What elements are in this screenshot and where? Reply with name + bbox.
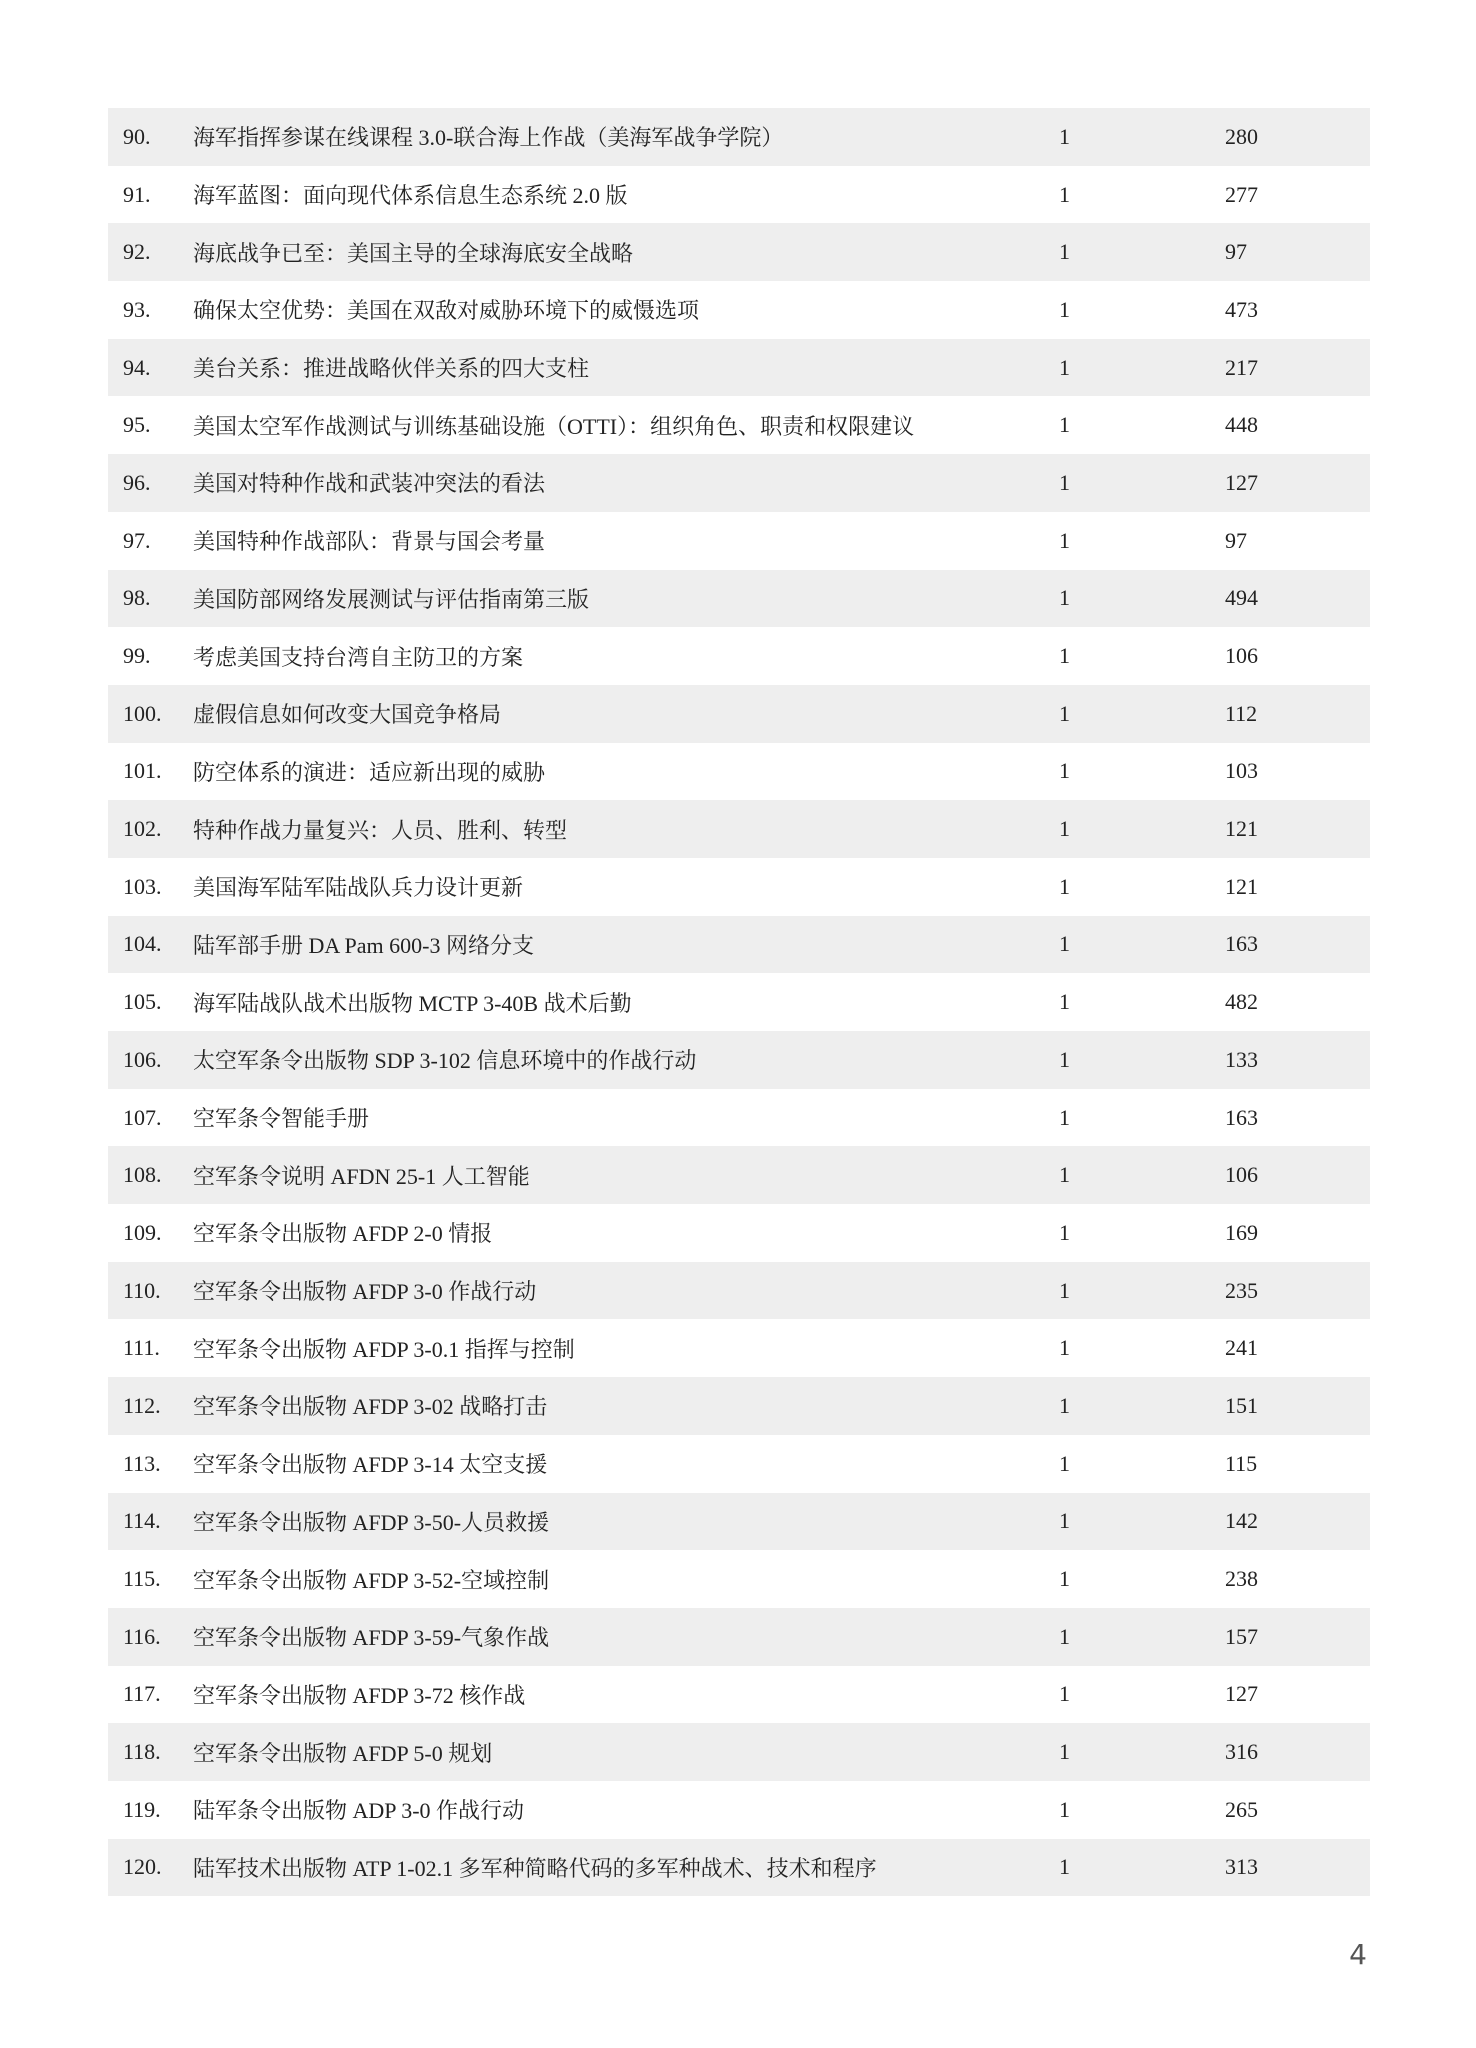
row-quantity: 1 <box>1059 1162 1070 1188</box>
row-title: 空军条令出版物 AFDP 3-52-空域控制 <box>193 1567 550 1593</box>
table-row <box>108 800 1370 858</box>
table-row <box>108 281 1370 339</box>
table-row <box>108 512 1370 570</box>
row-quantity: 1 <box>1059 816 1070 842</box>
row-number: 103. <box>123 873 162 899</box>
row-title: 美国海军陆军陆战队兵力设计更新 <box>193 875 524 901</box>
table-row <box>108 1781 1370 1839</box>
row-pages: 473 <box>1225 296 1258 322</box>
row-number: 96. <box>123 469 151 495</box>
row-pages: 97 <box>1225 239 1247 265</box>
table-row <box>108 396 1370 454</box>
table-row <box>108 1550 1370 1608</box>
row-quantity: 1 <box>1059 1046 1070 1072</box>
table-row <box>108 454 1370 512</box>
row-pages: 277 <box>1225 181 1258 207</box>
table-row <box>108 166 1370 224</box>
row-quantity: 1 <box>1059 1739 1070 1765</box>
row-quantity: 1 <box>1059 1681 1070 1707</box>
table-row <box>108 973 1370 1031</box>
row-title: 空军条令出版物 AFDP 3-02 战略打击 <box>193 1394 548 1420</box>
row-number: 118. <box>123 1739 161 1765</box>
row-quantity: 1 <box>1059 1623 1070 1649</box>
row-quantity: 1 <box>1059 643 1070 669</box>
row-quantity: 1 <box>1059 1277 1070 1303</box>
row-quantity: 1 <box>1059 758 1070 784</box>
row-pages: 169 <box>1225 1219 1258 1245</box>
row-number: 90. <box>123 123 151 149</box>
table-row <box>108 1839 1370 1897</box>
row-pages: 241 <box>1225 1335 1258 1361</box>
row-title: 海军指挥参谋在线课程 3.0-联合海上作战（美海军战争学院） <box>193 125 784 151</box>
row-title: 美国特种作战部队：背景与国会考量 <box>193 529 546 555</box>
row-pages: 265 <box>1225 1796 1258 1822</box>
table-row <box>108 1435 1370 1493</box>
table-row <box>108 1493 1370 1551</box>
row-title: 陆军部手册 DA Pam 600-3 网络分支 <box>193 932 535 958</box>
row-number: 94. <box>123 354 151 380</box>
table-row <box>108 627 1370 685</box>
table-row <box>108 223 1370 281</box>
row-pages: 121 <box>1225 873 1258 899</box>
table-row <box>108 685 1370 743</box>
table-row <box>108 743 1370 801</box>
row-number: 93. <box>123 296 151 322</box>
row-number: 115. <box>123 1566 161 1592</box>
row-quantity: 1 <box>1059 1854 1070 1880</box>
row-quantity: 1 <box>1059 585 1070 611</box>
table-row <box>108 1031 1370 1089</box>
table-row <box>108 1723 1370 1781</box>
row-quantity: 1 <box>1059 1566 1070 1592</box>
row-title: 空军条令出版物 AFDP 3-14 太空支援 <box>193 1452 548 1478</box>
row-title: 空军条令出版物 AFDP 3-72 核作战 <box>193 1682 526 1708</box>
row-pages: 316 <box>1225 1739 1258 1765</box>
row-number: 100. <box>123 700 162 726</box>
row-quantity: 1 <box>1059 239 1070 265</box>
table-row <box>108 570 1370 628</box>
row-number: 91. <box>123 181 151 207</box>
row-number: 112. <box>123 1392 161 1418</box>
row-title: 确保太空优势：美国在双敌对威胁环境下的威慑选项 <box>193 298 700 324</box>
row-pages: 112 <box>1225 700 1258 726</box>
row-number: 119. <box>123 1796 161 1822</box>
row-quantity: 1 <box>1059 989 1070 1015</box>
row-title: 空军条令出版物 AFDP 3-0.1 指挥与控制 <box>193 1336 575 1362</box>
row-pages: 235 <box>1225 1277 1258 1303</box>
row-title: 陆军技术出版物 ATP 1-02.1 多军种简略代码的多军种战术、技术和程序 <box>193 1855 877 1881</box>
table-row <box>108 1204 1370 1262</box>
row-title: 空军条令智能手册 <box>193 1106 370 1132</box>
table-row <box>108 1146 1370 1204</box>
document-table <box>108 108 1370 1896</box>
row-number: 104. <box>123 931 162 957</box>
row-quantity: 1 <box>1059 700 1070 726</box>
row-title: 美台关系：推进战略伙伴关系的四大支柱 <box>193 356 590 382</box>
table-row <box>108 1319 1370 1377</box>
row-pages: 163 <box>1225 931 1258 957</box>
row-pages: 280 <box>1225 123 1258 149</box>
row-number: 120. <box>123 1854 162 1880</box>
row-number: 95. <box>123 412 151 438</box>
page-number: 4 <box>1349 1938 1367 1971</box>
row-pages: 103 <box>1225 758 1258 784</box>
row-pages: 151 <box>1225 1392 1258 1418</box>
row-number: 97. <box>123 527 151 553</box>
row-pages: 133 <box>1225 1046 1258 1072</box>
row-title: 防空体系的演进：适应新出现的威胁 <box>193 759 546 785</box>
row-pages: 106 <box>1225 1162 1258 1188</box>
row-quantity: 1 <box>1059 469 1070 495</box>
row-title: 海军陆战队战术出版物 MCTP 3-40B 战术后勤 <box>193 990 632 1016</box>
row-quantity: 1 <box>1059 1796 1070 1822</box>
row-title: 海底战争已至：美国主导的全球海底安全战略 <box>193 240 634 266</box>
table-row <box>108 339 1370 397</box>
row-title: 海军蓝图：面向现代体系信息生态系统 2.0 版 <box>193 183 628 209</box>
row-number: 117. <box>123 1681 161 1707</box>
row-number: 102. <box>123 816 162 842</box>
row-pages: 97 <box>1225 527 1247 553</box>
row-title: 陆军条令出版物 ADP 3-0 作战行动 <box>193 1798 525 1824</box>
row-pages: 127 <box>1225 1681 1258 1707</box>
row-number: 92. <box>123 239 151 265</box>
row-title: 特种作战力量复兴：人员、胜利、转型 <box>193 817 568 843</box>
table-row <box>108 916 1370 974</box>
row-number: 109. <box>123 1219 162 1245</box>
row-number: 107. <box>123 1104 162 1130</box>
table-row <box>108 858 1370 916</box>
row-quantity: 1 <box>1059 354 1070 380</box>
row-pages: 482 <box>1225 989 1258 1015</box>
table-row <box>108 1608 1370 1666</box>
table-row <box>108 1262 1370 1320</box>
row-pages: 163 <box>1225 1104 1258 1130</box>
row-quantity: 1 <box>1059 1219 1070 1245</box>
row-title: 太空军条令出版物 SDP 3-102 信息环境中的作战行动 <box>193 1048 697 1074</box>
row-number: 105. <box>123 989 162 1015</box>
table-row <box>108 108 1370 166</box>
row-quantity: 1 <box>1059 412 1070 438</box>
row-number: 113. <box>123 1450 161 1476</box>
row-pages: 142 <box>1225 1508 1258 1534</box>
row-title: 空军条令出版物 AFDP 3-50-人员救援 <box>193 1509 550 1535</box>
row-quantity: 1 <box>1059 296 1070 322</box>
row-number: 108. <box>123 1162 162 1188</box>
row-quantity: 1 <box>1059 1104 1070 1130</box>
row-pages: 121 <box>1225 816 1258 842</box>
row-title: 考虑美国支持台湾自主防卫的方案 <box>193 644 524 670</box>
row-pages: 127 <box>1225 469 1258 495</box>
row-quantity: 1 <box>1059 1450 1070 1476</box>
row-title: 空军条令出版物 AFDP 3-0 作战行动 <box>193 1279 537 1305</box>
row-pages: 238 <box>1225 1566 1258 1592</box>
row-quantity: 1 <box>1059 1508 1070 1534</box>
row-title: 美国太空军作战测试与训练基础设施（OTTI）：组织角色、职责和权限建议 <box>193 413 915 439</box>
row-quantity: 1 <box>1059 873 1070 899</box>
row-number: 111. <box>123 1335 160 1361</box>
row-title: 空军条令出版物 AFDP 2-0 情报 <box>193 1221 493 1247</box>
row-number: 110. <box>123 1277 161 1303</box>
row-quantity: 1 <box>1059 123 1070 149</box>
row-title: 虚假信息如何改变大国竞争格局 <box>193 702 502 728</box>
row-quantity: 1 <box>1059 931 1070 957</box>
row-pages: 494 <box>1225 585 1258 611</box>
row-number: 98. <box>123 585 151 611</box>
row-pages: 217 <box>1225 354 1258 380</box>
row-pages: 115 <box>1225 1450 1258 1476</box>
row-title: 空军条令出版物 AFDP 3-59-气象作战 <box>193 1625 550 1651</box>
row-pages: 448 <box>1225 412 1258 438</box>
row-pages: 157 <box>1225 1623 1258 1649</box>
table-row <box>108 1089 1370 1147</box>
row-quantity: 1 <box>1059 1392 1070 1418</box>
row-title: 美国防部网络发展测试与评估指南第三版 <box>193 586 590 612</box>
row-title: 美国对特种作战和武装冲突法的看法 <box>193 471 546 497</box>
row-number: 101. <box>123 758 162 784</box>
row-title: 空军条令说明 AFDN 25-1 人工智能 <box>193 1163 530 1189</box>
row-pages: 313 <box>1225 1854 1258 1880</box>
row-number: 99. <box>123 643 151 669</box>
row-quantity: 1 <box>1059 181 1070 207</box>
row-number: 116. <box>123 1623 161 1649</box>
table-row <box>108 1377 1370 1435</box>
row-pages: 106 <box>1225 643 1258 669</box>
table-row <box>108 1666 1370 1724</box>
row-quantity: 1 <box>1059 1335 1070 1361</box>
row-quantity: 1 <box>1059 527 1070 553</box>
row-number: 114. <box>123 1508 161 1534</box>
row-title: 空军条令出版物 AFDP 5-0 规划 <box>193 1740 493 1766</box>
row-number: 106. <box>123 1046 162 1072</box>
